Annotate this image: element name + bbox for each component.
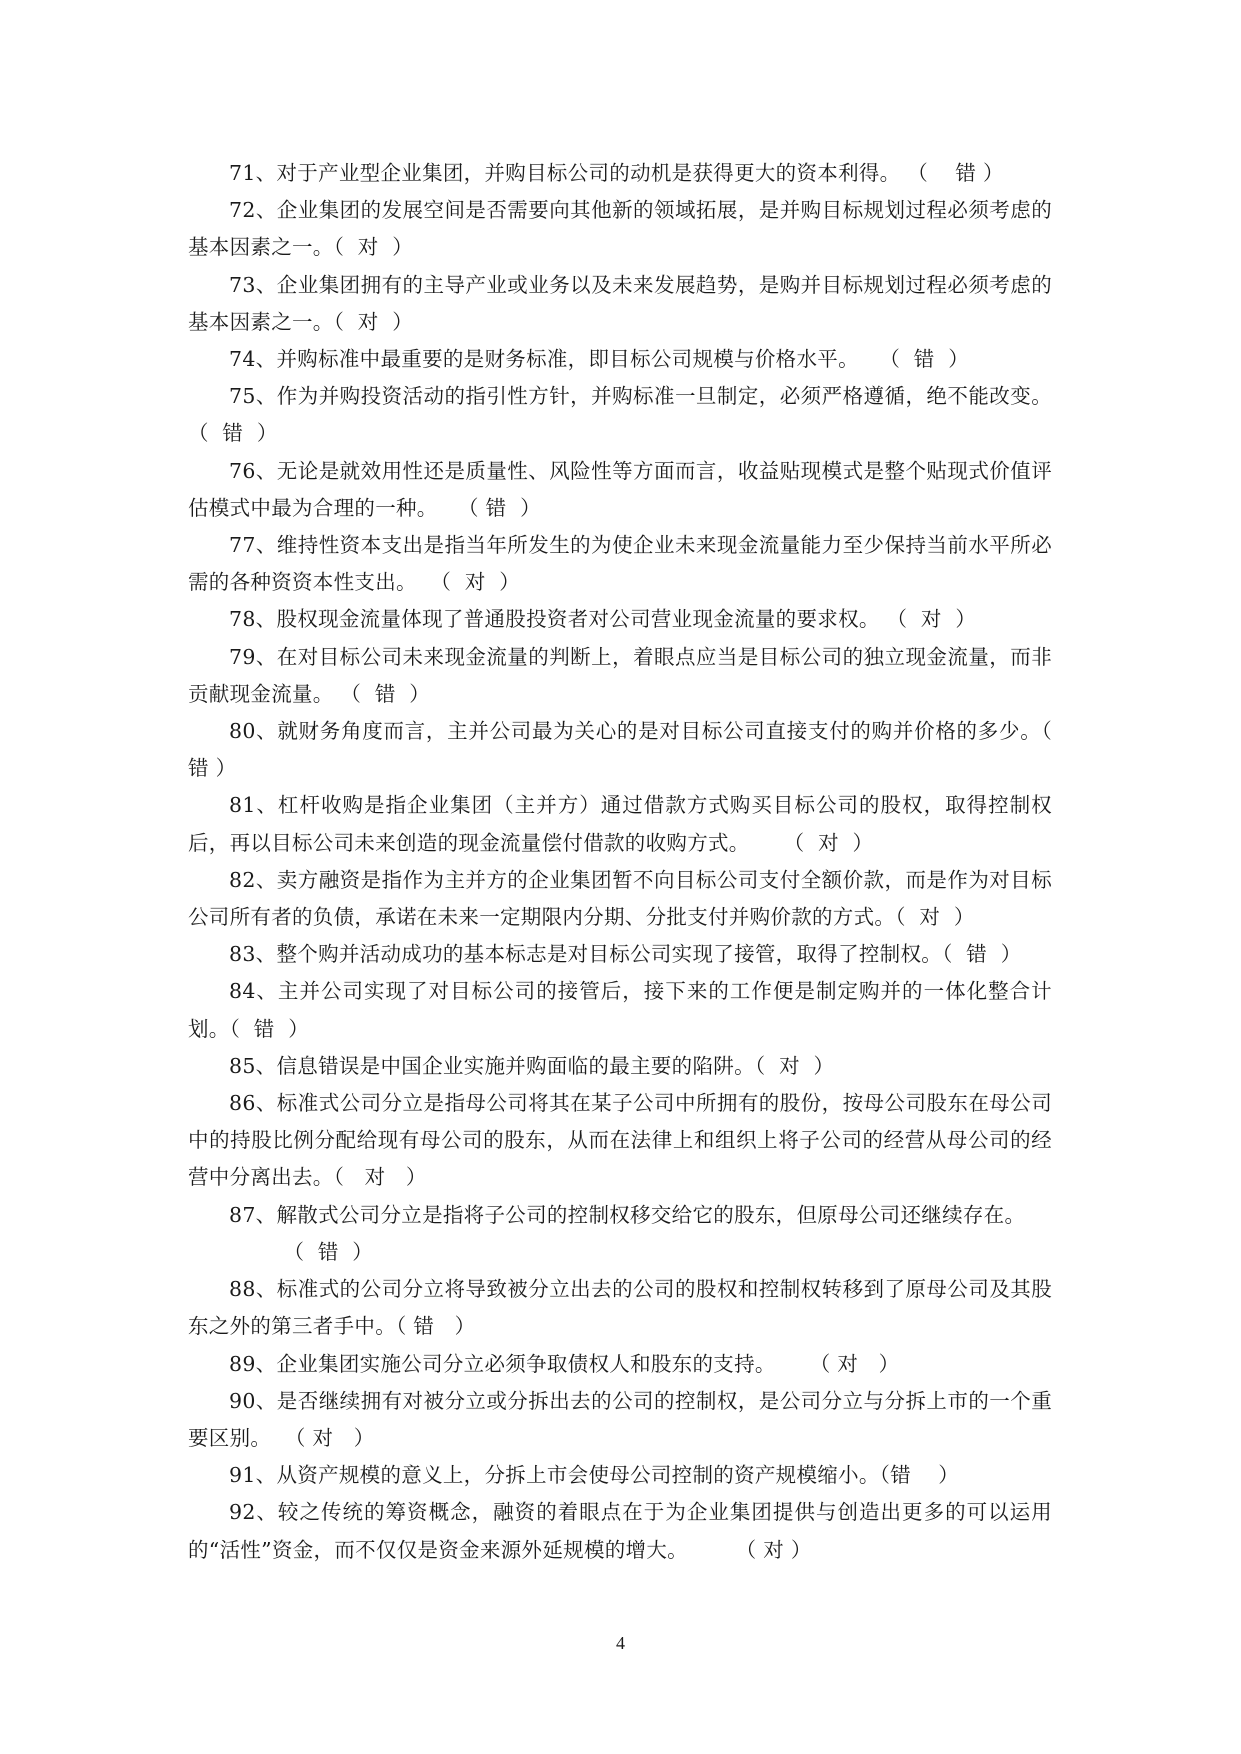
- question-72: 72、企业集团的发展空间是否需要向其他新的领域拓展，是并购目标规划过程必须考虑的基本因素之一。（ 对 ）: [188, 198, 1052, 260]
- question-79: 79、在对目标公司未来现金流量的判断上，着眼点应当是目标公司的独立现金流量，而非贡献现金流量。 （ 错 ）: [188, 644, 1052, 706]
- question-88: 88、标准式的公司分立将导致被分立出去的公司的股权和控制权转移到了原母公司及其股东之外的第三者手中。（ 错 ）: [188, 1277, 1052, 1339]
- question-91: 91、从资产规模的意义上，分拆上市会使母公司控制的资产规模缩小。（错 ）: [229, 1463, 960, 1488]
- question-90: 90、是否继续拥有对被分立或分拆出去的公司的控制权，是公司分立与分拆上市的一个重要区别。 （ 对 ）: [188, 1388, 1052, 1450]
- document-body: [188, 155, 1066, 1569]
- question-85: 85、信息错误是中国企业实施并购面临的最主要的陷阱。（ 对 ）: [229, 1053, 835, 1078]
- question-74: 74、并购标准中最重要的是财务标准，即目标公司规模与价格水平。 （ 错 ）: [229, 347, 969, 372]
- question-89: 89、企业集团实施公司分立必须争取债权人和股东的支持。 （ 对 ）: [229, 1351, 900, 1376]
- question-82: 82、卖方融资是指作为主并方的企业集团暂不向目标公司支付全额价款，而是作为对目标公司所有者的负债，承诺在未来一定期限内分期、分批支付并购价款的方式。（ 对 ）: [188, 867, 1052, 930]
- question-84: 84、主并公司实现了对目标公司的接管后，接下来的工作便是制定购并的一体化整合计划。（ 错 ）: [188, 979, 1052, 1041]
- question-71: 71、对于产业型企业集团，并购目标公司的动机是获得更大的资本利得。 （ 错 ）: [229, 161, 1004, 185]
- question-76: 76、无论是就效用性还是质量性、风险性等方面而言，收益贴现模式是整个贴现式价值评估模式中最为合理的一种。 （ 错 ）: [188, 458, 1052, 520]
- question-73: 73、企业集团拥有的主导产业或业务以及未来发展趋势，是购并目标规划过程必须考虑的基本因素之一。（ 对 ）: [188, 272, 1052, 334]
- question-78: 78、股权现金流量体现了普通股投资者对公司营业现金流量的要求权。 （ 对 ）: [229, 607, 977, 632]
- question-80: 80、就财务角度而言，主并公司最为关心的是对目标公司直接支付的购并价格的多少。（ 错 ）: [188, 719, 1066, 781]
- page-number: 4: [616, 1633, 625, 1653]
- question-92: 92、较之传统的筹资概念，融资的着眼点在于为企业集团提供与创造出更多的可以运用的“活性”资金，而不仅仅是资金来源外延规模的增大。 （ 对 ）: [188, 1500, 1052, 1562]
- question-86: 86、标准式公司分立是指母公司将其在某子公司中所拥有的股份，按母公司股东在母公司中的持股比例分配给现有母公司的股东，从而在法律上和组织上将子公司的经营从母公司的经营中分离出去。（ 对 ）: [188, 1091, 1052, 1190]
- question-87: 87、解散式公司分立是指将子公司的控制权移交给它的股东，但原母公司还继续存在。 （ 错 ）: [229, 1202, 1026, 1264]
- question-77: 77、维持性资本支出是指当年所发生的为使企业未来现金流量能力至少保持当前水平所必需的各种资资本性支出。 （ 对 ）: [188, 533, 1052, 595]
- question-83: 83、整个购并活动成功的基本标志是对目标公司实现了接管，取得了控制权。（ 错 ）: [229, 942, 1022, 967]
- question-75: 75、作为并购投资活动的指引性方针，并购标准一旦制定，必须严格遵循，绝不能改变。（ 错 ）: [188, 384, 1052, 446]
- question-81: 81、杠杆收购是指企业集团（主并方）通过借款方式购买目标公司的股权，取得控制权后，再以目标公司未来创造的现金流量偿付借款的收购方式。 （ 对 ）: [188, 793, 1052, 855]
